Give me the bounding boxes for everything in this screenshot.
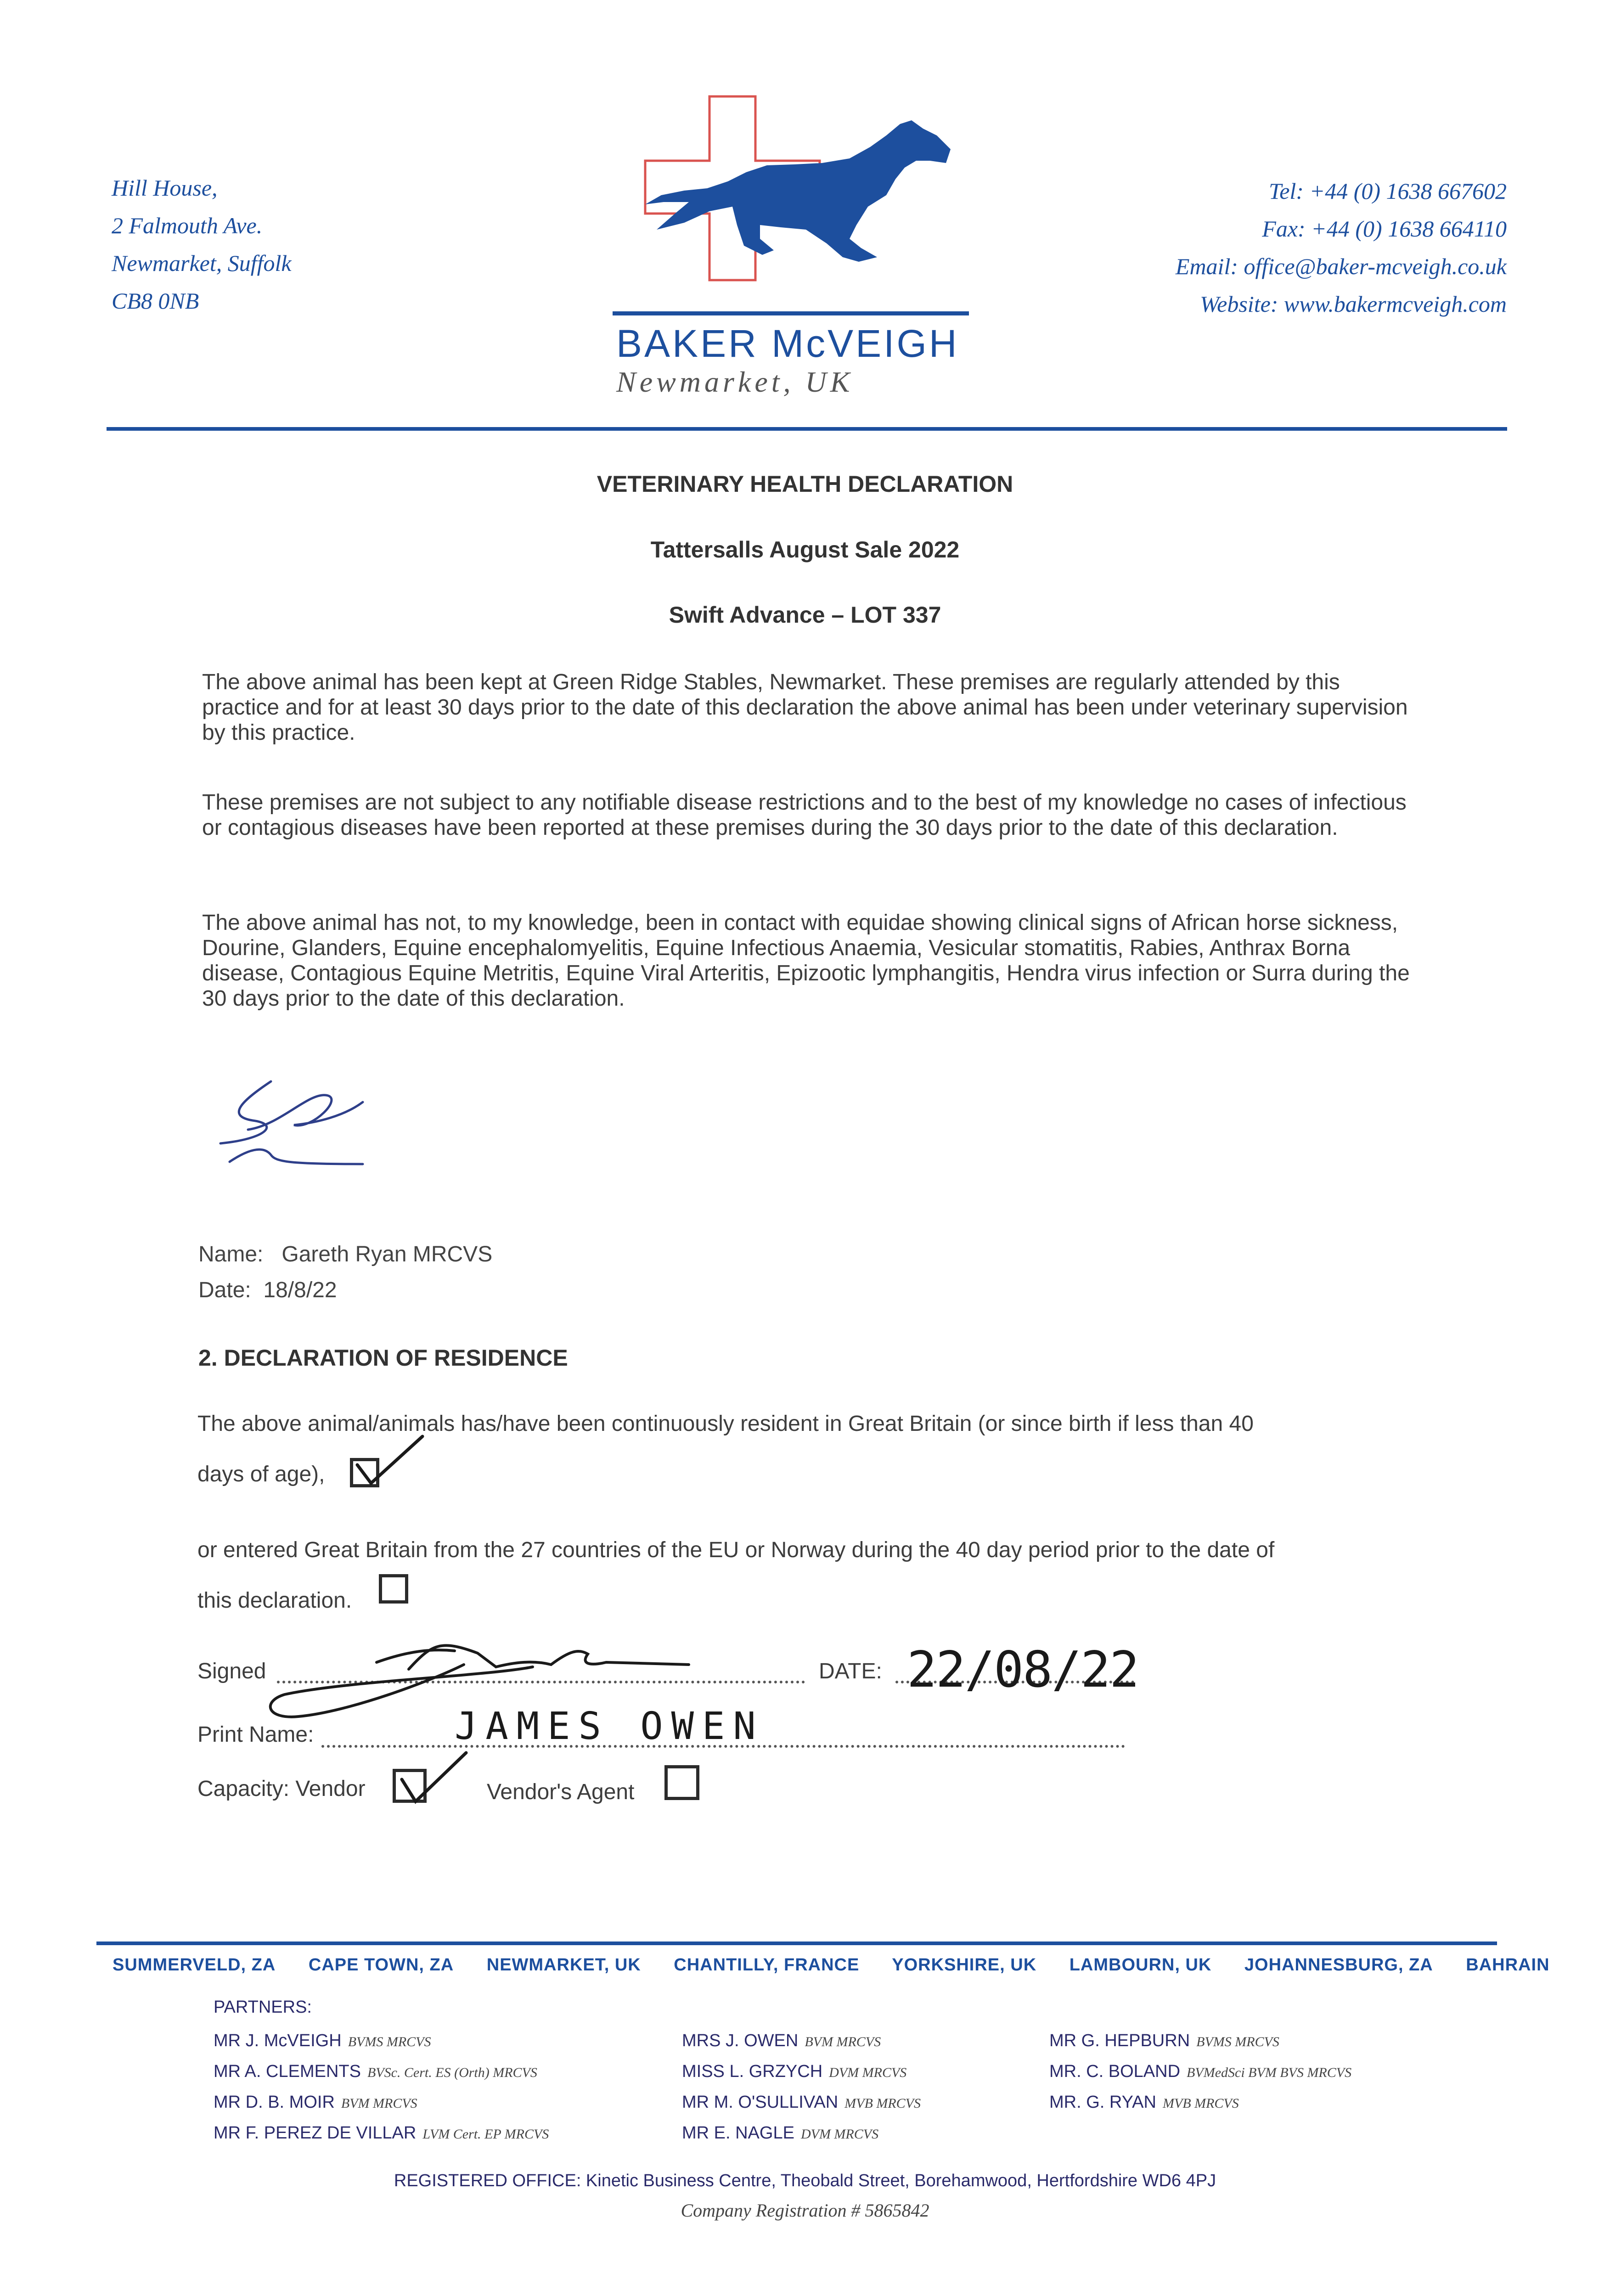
practice-contact xyxy=(1176,172,1507,323)
footer-divider xyxy=(96,1941,1497,1945)
logo-location: Newmarket, UK xyxy=(616,366,854,398)
logo-underline xyxy=(613,311,969,315)
print-name-value: JAMES OWEN xyxy=(455,1705,764,1748)
registered-office: REGISTERED OFFICE: Kinetic Business Centre, Theobald Street, Borehamwood, Hertfordshire WD6 4PJ xyxy=(394,2171,1216,2190)
partners-column xyxy=(214,2026,549,2149)
partner-entry: MR A. CLEMENTS BVSc. Cert. ES (Orth) MRCVS xyxy=(214,2062,537,2081)
contact-website: Website: www.bakermcveigh.com xyxy=(1200,291,1507,317)
partner-entry: MRS J. OWEN BVM MRCVS xyxy=(682,2031,881,2050)
company-registration: Company Registration # 5865842 xyxy=(681,2200,929,2221)
date-value: 22/08/22 xyxy=(907,1641,1139,1699)
vet-name: Gareth Ryan MRCVS xyxy=(281,1242,493,1266)
signed-label: Signed xyxy=(197,1659,266,1683)
partners-label: PARTNERS: xyxy=(214,1998,312,2017)
office-location: JOHANNESBURG, ZA xyxy=(1244,1955,1433,1975)
galloping-horse-icon xyxy=(645,120,951,262)
residence-statement-1: The above animal/animals has/have been continuously resident in Great Britain (or since birth if less than 40 xyxy=(197,1412,1254,1436)
address-line: Newmarket, Suffolk xyxy=(112,250,292,276)
contact-fax: Fax: +44 (0) 1638 664110 xyxy=(1262,216,1507,242)
office-location: CAPE TOWN, ZA xyxy=(308,1955,454,1975)
address-line: CB8 0NB xyxy=(112,288,199,314)
sale-title: Tattersalls August Sale 2022 xyxy=(650,537,960,563)
practice-address xyxy=(112,169,292,320)
capacity-label: Capacity: Vendor xyxy=(197,1777,366,1801)
office-location: LAMBOURN, UK xyxy=(1069,1955,1212,1975)
partners-column xyxy=(1049,2026,1351,2118)
logo-graphic xyxy=(629,92,978,308)
check-mark-icon xyxy=(354,1433,427,1488)
capacity-agent-checkbox[interactable] xyxy=(664,1765,699,1800)
address-line: 2 Falmouth Ave. xyxy=(112,213,263,238)
print-name-label: Print Name: xyxy=(197,1722,314,1747)
office-location: CHANTILLY, FRANCE xyxy=(674,1955,860,1975)
check-mark-icon xyxy=(397,1747,471,1807)
page-title: VETERINARY HEALTH DECLARATION xyxy=(597,471,1013,497)
residence-statement-2: or entered Great Britain from the 27 countries of the EU or Norway during the 40 day period prior to the date of xyxy=(197,1538,1275,1562)
residence-statement-2-tail: this declaration. xyxy=(197,1588,352,1613)
partner-entry: MR F. PEREZ DE VILLAR LVM Cert. EP MRCVS xyxy=(214,2123,549,2143)
office-locations xyxy=(113,1955,1577,1975)
partner-entry: MR J. McVEIGH BVMS MRCVS xyxy=(214,2031,431,2050)
vet-details xyxy=(198,1237,492,1308)
declaration-paragraph: These premises are not subject to any notifiable disease restrictions and to the best of my knowledge no cases of infectious or contagious diseases have been reported at these premises during the 30 days prior to the date of this declaration. xyxy=(202,790,1407,840)
partner-entry: MR G. HEPBURN BVMS MRCVS xyxy=(1049,2031,1279,2050)
residence-heading: 2. DECLARATION OF RESIDENCE xyxy=(198,1345,568,1371)
vet-date-label: Date: xyxy=(198,1278,251,1302)
partner-entry: MR M. O'SULLIVAN MVB MRCVS xyxy=(682,2093,921,2112)
logo-wordmark: BAKER McVEIGH xyxy=(616,322,959,365)
partner-entry: MR. G. RYAN MVB MRCVS xyxy=(1049,2093,1239,2112)
residence-statement-1-tail: days of age), xyxy=(197,1462,325,1486)
date-label: DATE: xyxy=(819,1659,882,1683)
entered-gb-checkbox[interactable] xyxy=(379,1574,408,1604)
contact-email: Email: office@baker-mcveigh.co.uk xyxy=(1175,253,1507,279)
declaration-paragraph: The above animal has not, to my knowledge, been in contact with equidae showing clinical signs of African horse sickness, Dourine, Glanders, Equine encephalomyelitis, Equine Infectious Anaemia, Vesicular stomatitis, Rabies, Anthrax Borna disease, Contagious Equine Metritis, Equine Viral Arteritis, Epizootic lymphangitis, Hendra virus infection or Surra during the 30 days prior to the date of this declaration. xyxy=(202,911,1410,1011)
vet-name-label: Name: xyxy=(198,1242,264,1266)
partner-entry: MR. C. BOLAND BVMedSci BVM BVS MRCVS xyxy=(1049,2062,1352,2081)
vet-date-row xyxy=(198,1272,492,1308)
partners-column xyxy=(682,2026,921,2149)
vet-name-row xyxy=(198,1237,492,1272)
office-location: SUMMERVELD, ZA xyxy=(113,1955,276,1975)
partner-entry: MISS L. GRZYCH DVM MRCVS xyxy=(682,2062,907,2081)
vendors-agent-label: Vendor's Agent xyxy=(487,1780,635,1804)
declaration-paragraph: The above animal has been kept at Green Ridge Stables, Newmarket. These premises are regularly attended by this practice and for at least 30 days prior to the date of this declaration the above animal has been under veterinary supervision by this practice. xyxy=(202,670,1408,745)
office-location: NEWMARKET, UK xyxy=(486,1955,641,1975)
address-line: Hill House, xyxy=(112,175,218,201)
lot-title: Swift Advance – LOT 337 xyxy=(669,602,941,628)
header-divider xyxy=(107,427,1507,431)
partner-entry: MR D. B. MOIR BVM MRCVS xyxy=(214,2093,417,2112)
office-location: BAHRAIN xyxy=(1466,1955,1550,1975)
office-location: YORKSHIRE, UK xyxy=(892,1955,1037,1975)
contact-phone: Tel: +44 (0) 1638 667602 xyxy=(1269,178,1507,204)
vet-signature xyxy=(211,1075,422,1180)
partner-entry: MR E. NAGLE DVM MRCVS xyxy=(682,2123,879,2143)
vet-date: 18/8/22 xyxy=(263,1278,337,1302)
